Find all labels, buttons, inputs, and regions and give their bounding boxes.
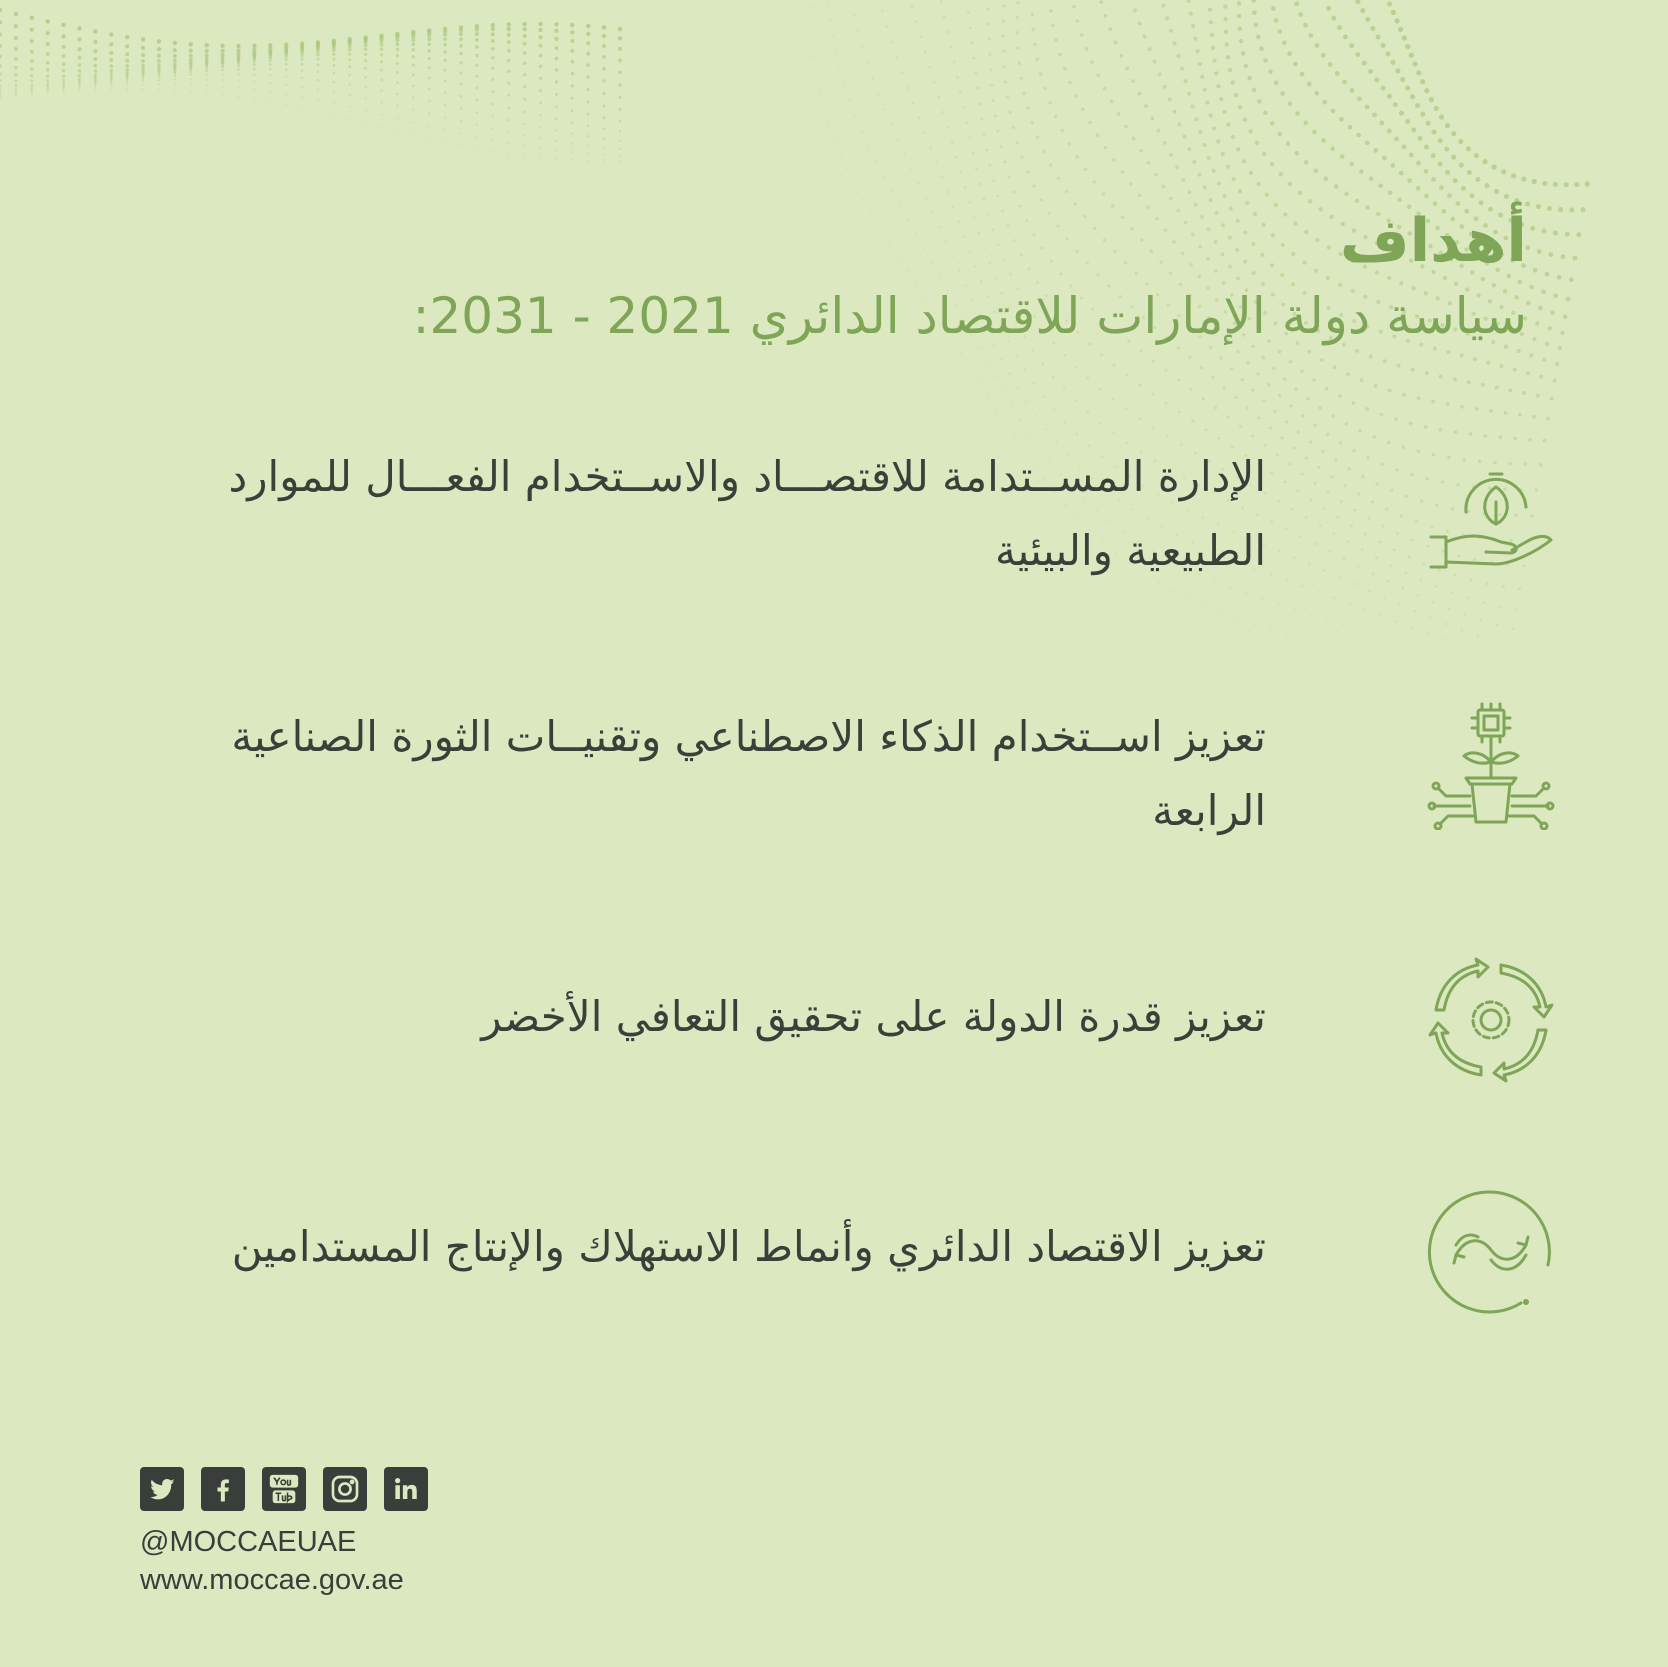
goal-item — [180, 1180, 1668, 1340]
gear-recycle-icon — [1426, 955, 1556, 1085]
chip-plant-icon — [1426, 700, 1556, 830]
facebook-icon[interactable] — [201, 1467, 245, 1511]
header — [227, 205, 1527, 351]
goal-text: تعزيز الاقتصاد الدائري وأنماط الاستهلاك والإنتاج المستدامين — [231, 1222, 1266, 1271]
hand-plant-icon — [1426, 452, 1556, 582]
website-link[interactable]: www.moccae.gov.ae — [140, 1564, 404, 1596]
goal-text: الإدارة المســتدامة للاقتصـــاد والاســتخدام الفعـــال للموارد الطبيعية والبيئية — [228, 452, 1266, 575]
footer — [140, 1467, 428, 1599]
page-title: أهداف — [1339, 206, 1527, 276]
page-subtitle: سياسة دولة الإمارات للاقتصاد الدائري 2021 - 2031: — [412, 287, 1527, 345]
goal-item — [180, 440, 1668, 600]
twitter-icon[interactable] — [140, 1467, 184, 1511]
instagram-icon[interactable] — [323, 1467, 367, 1511]
social-links — [140, 1467, 428, 1511]
goal-text: تعزيز اســتخدام الذكاء الاصطناعي وتقنيــات الثورة الصناعية الرابعة — [231, 712, 1266, 835]
goal-text: تعزيز قدرة الدولة على تحقيق التعافي الأخضر — [481, 992, 1266, 1041]
social-handle[interactable]: @MOCCAEUAE — [140, 1526, 357, 1558]
linkedin-icon[interactable] — [384, 1467, 428, 1511]
goal-item — [180, 700, 1668, 860]
youtube-icon[interactable] — [262, 1467, 306, 1511]
circular-arrows-icon — [1426, 1185, 1556, 1315]
goal-item — [180, 950, 1668, 1110]
